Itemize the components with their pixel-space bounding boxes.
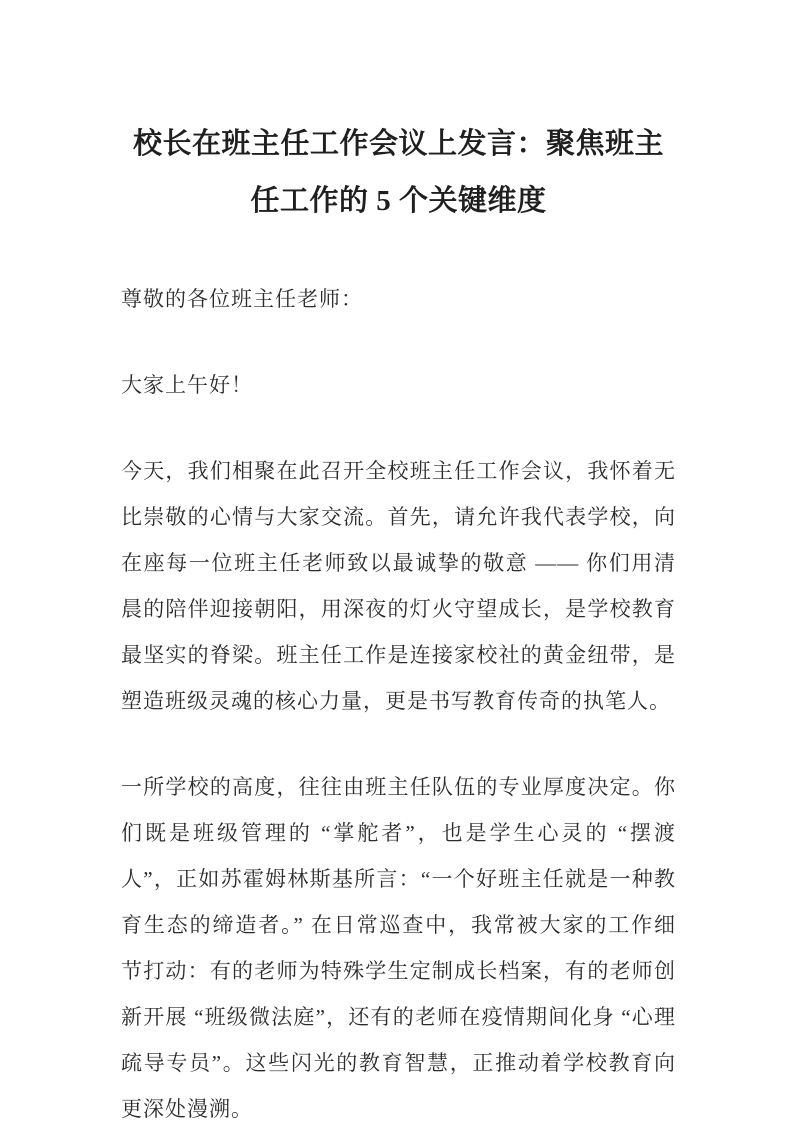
paragraph-teacher-praise: 一所学校的高度，往往由班主任队伍的专业厚度决定。你们既是班级管理的 “掌舵者”，也是学生心灵的 “摆渡人”，正如苏霍姆林斯基所言：“一个好班主任就是一种教育生态的缔造者。” 在日常巡查中，我常被大家的工作细节打动：有的老师为特殊学生定制成长档案，有的老师创新开展 “班级微法庭”，还有的老师在疫情期间化身 “心理疏导专员”。这些闪光的教育智慧，正推动着学校教育向更深处漫溯。 — [121, 775, 676, 1121]
paragraph-salutation: 尊敬的各位班主任老师： — [121, 287, 363, 311]
paragraph-greeting: 大家上午好！ — [121, 373, 253, 397]
paragraph-opening-tribute: 今天，我们相聚在此召开全校班主任工作会议，我怀着无比崇敬的心情与大家交流。首先，请允许我代表学校，向在座每一位班主任老师致以最诚挚的敬意 —— 你们用清晨的陪伴迎接朝阳，用深夜的灯火守望成长，是学校教育最坚实的脊梁。班主任工作是连接家校社的黄金纽带，是塑造班级灵魂的核心力量，更是书写教育传奇的执笔人。 — [121, 459, 676, 713]
document-title: 校长在班主任工作会议上发言：聚焦班主任工作的 5 个关键维度 — [132, 128, 664, 217]
